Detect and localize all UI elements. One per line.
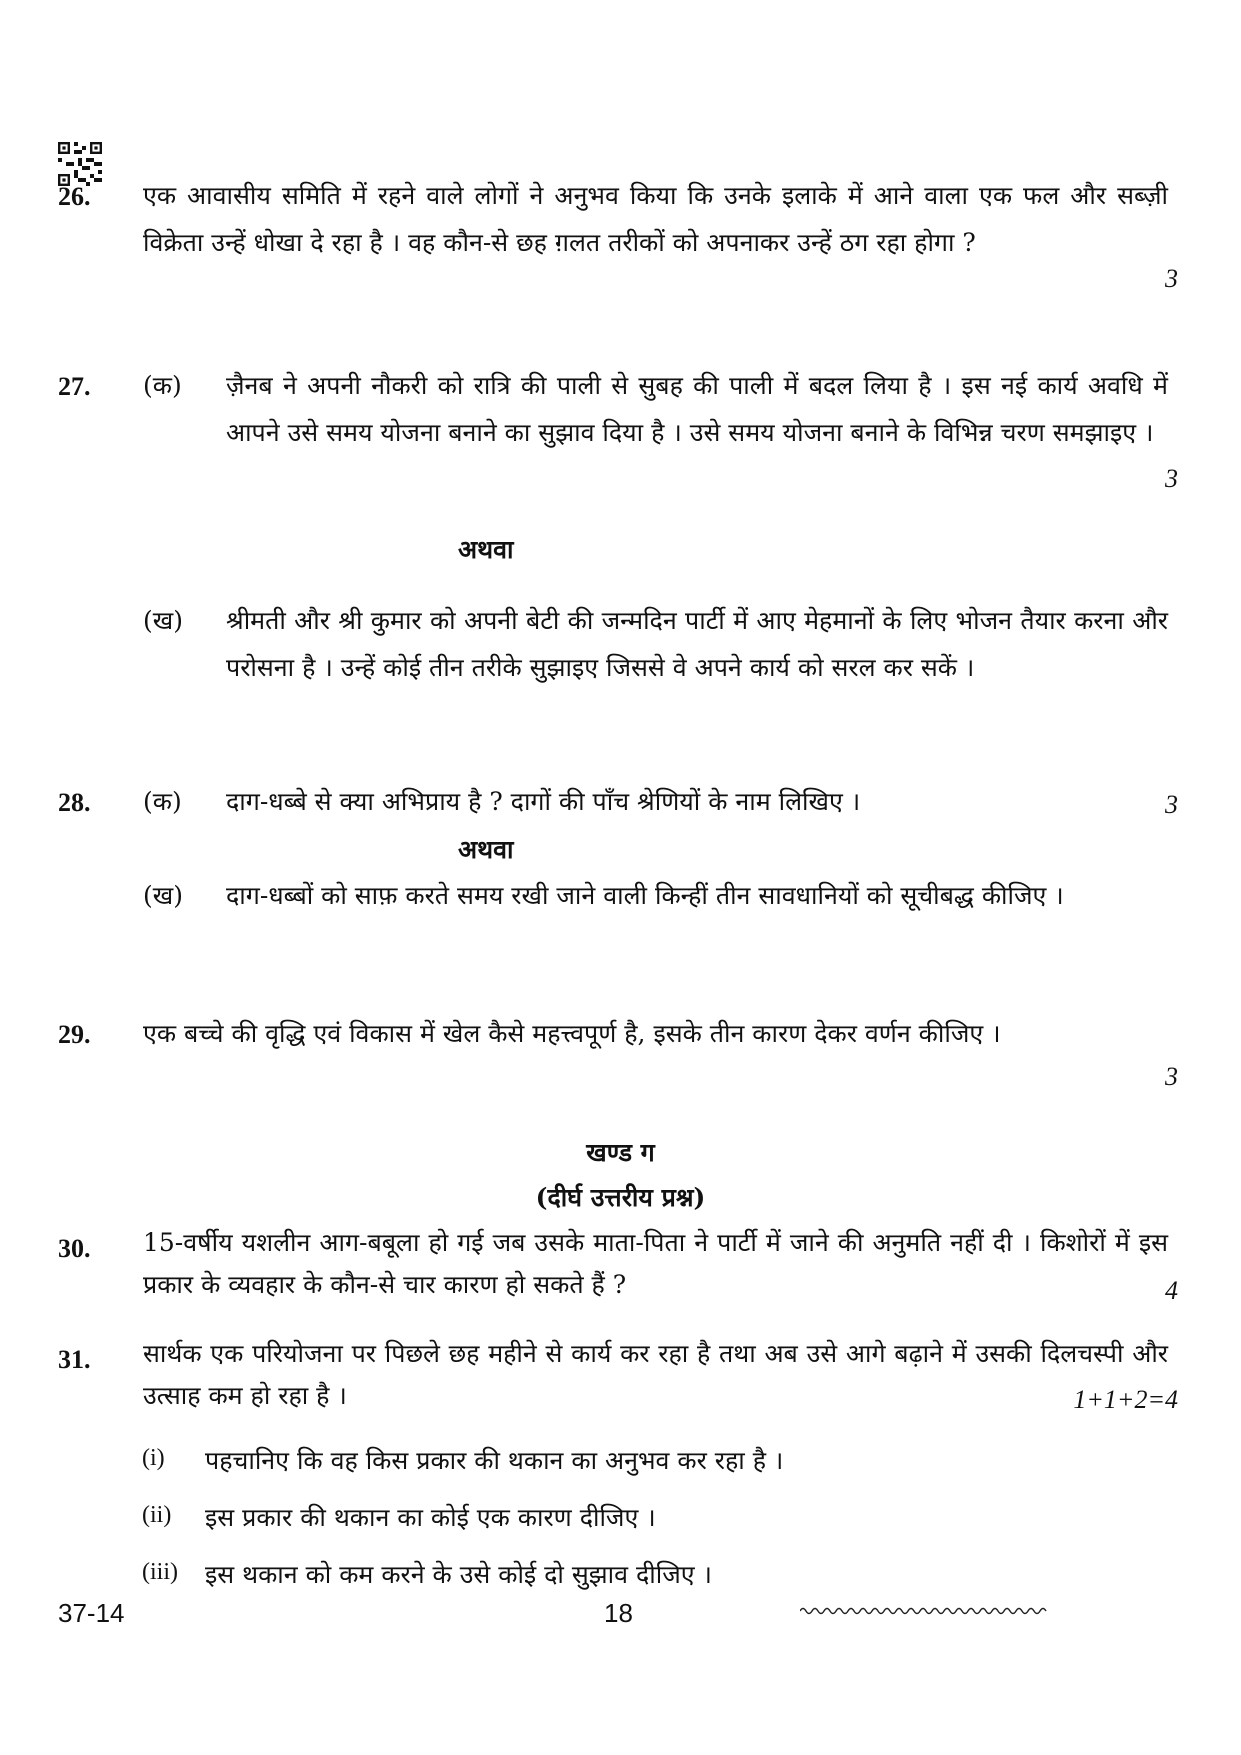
option-text-a: दाग-धब्बे से क्या अभिप्राय है ? दागों की पाँच श्रेणियों के नाम लिखिए । xyxy=(226,787,861,816)
marks: 3 xyxy=(1165,790,1178,819)
option-label-a: (क) xyxy=(143,787,182,816)
or-label: अथवा xyxy=(458,835,514,864)
marks: 4 xyxy=(1165,1276,1178,1305)
question-26 xyxy=(58,182,1178,327)
section-title: खण्ड ग xyxy=(586,1138,655,1167)
option-label-b: (ख) xyxy=(143,881,183,910)
paper-code: 37-14 xyxy=(58,1598,125,1628)
option-text-b: दाग-धब्बों को साफ़ करते समय रखी जाने वाली किन्हीं तीन सावधानियों को सूचीबद्ध कीजिए । xyxy=(226,881,1064,910)
question-30 xyxy=(58,1228,1178,1324)
question-text: सार्थक एक परियोजना पर पिछले छह महीने से कार्य कर रहा है तथा अब उसे आगे बढ़ाने में उसकी दिलचस्पी और उत्साह कम हो रहा है । xyxy=(143,1339,1168,1410)
question-number: 26. xyxy=(58,182,91,211)
or-label: अथवा xyxy=(458,535,514,564)
sub-part-label: (ii) xyxy=(142,1502,172,1528)
wavy-line-icon xyxy=(800,1604,1050,1618)
page-number: 18 xyxy=(604,1598,633,1628)
question-text: 15-वर्षीय यशलीन आग-बबूला हो गई जब उसके माता-पिता ने पार्टी में जाने की अनुमति नहीं दी । किशोरों में इस प्रकार के व्यवहार के कौन-से चार कारण हो सकते हैं ? xyxy=(143,1228,1168,1299)
question-number: 30. xyxy=(58,1234,91,1263)
marks: 1+1+2=4 xyxy=(1073,1385,1178,1414)
sub-part-label: (iii) xyxy=(142,1559,178,1585)
qr-code-icon xyxy=(58,142,102,186)
question-number: 27. xyxy=(58,372,91,401)
question-text: एक बच्चे की वृद्धि एवं विकास में खेल कैसे महत्त्वपूर्ण है, इसके तीन कारण देकर वर्णन कीजिए । xyxy=(143,1019,1001,1048)
option-label-a: (क) xyxy=(143,371,182,400)
marks: 3 xyxy=(1165,1062,1178,1091)
sub-part-text: इस प्रकार की थकान का कोई एक कारण दीजिए । xyxy=(205,1503,656,1532)
section-subtitle: (दीर्घ उत्तरीय प्रश्न) xyxy=(535,1183,706,1212)
question-number: 29. xyxy=(58,1020,91,1049)
sub-part-label: (i) xyxy=(142,1445,165,1471)
question-29 xyxy=(58,1020,1178,1120)
sub-part-text: पहचानिए कि वह किस प्रकार की थकान का अनुभव कर रहा है । xyxy=(205,1446,784,1475)
option-text-a: ज़ैनब ने अपनी नौकरी को रात्रि की पाली से सुबह की पाली में बदल लिया है । इस नई कार्य अवधि में आपने उसे समय योजना बनाने का सुझाव दिया है । उसे समय योजना बनाने के विभिन्न चरण समझाइए । xyxy=(226,371,1168,447)
question-number: 31. xyxy=(58,1345,91,1374)
question-text: एक आवासीय समिति में रहने वाले लोगों ने अनुभव किया कि उनके इलाके में आने वाला एक फल और सब्ज़ी विक्रेता उन्हें धोखा दे रहा है । वह कौन-से छह ग़लत तरीकों को अपनाकर उन्हें ठग रहा होगा ? xyxy=(143,181,1168,257)
sub-part-text: इस थकान को कम करने के उसे कोई दो सुझाव दीजिए । xyxy=(205,1560,712,1589)
option-label-b: (ख) xyxy=(143,606,183,635)
question-number: 28. xyxy=(58,788,91,817)
question-28 xyxy=(58,788,1178,978)
question-27 xyxy=(58,372,1178,732)
option-text-b: श्रीमती और श्री कुमार को अपनी बेटी की जन्मदिन पार्टी में आए मेहमानों के लिए भोजन तैयार करना और परोसना है । उन्हें कोई तीन तरीके सुझाइए जिससे वे अपने कार्य को सरल कर सकें । xyxy=(226,606,1168,682)
marks: 3 xyxy=(1165,264,1178,293)
marks: 3 xyxy=(1165,464,1178,493)
